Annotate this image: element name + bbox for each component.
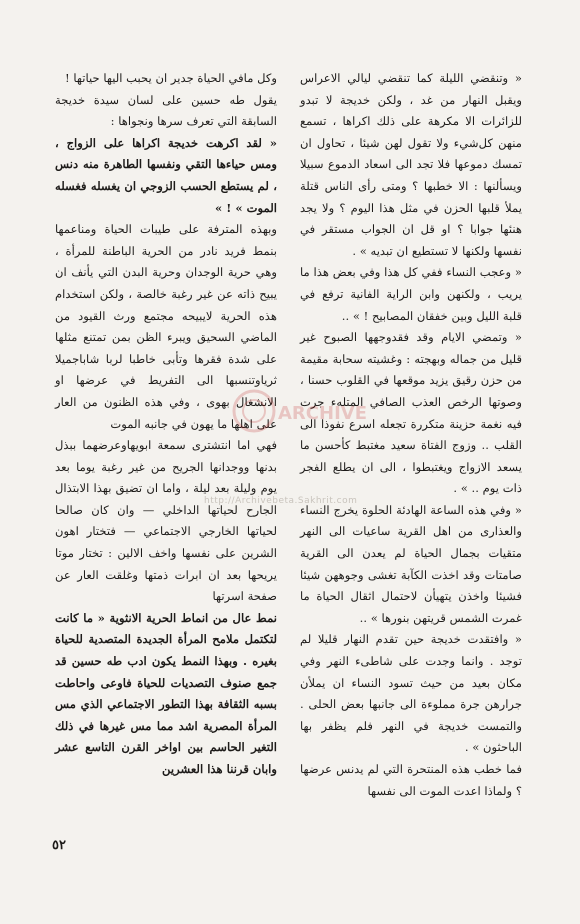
paragraph: فما خطب هذه المنتحرة التي لم يدنس عرضها ؟ ولماذا اعدت الموت الى نفسها — [300, 762, 522, 798]
left-column — [55, 68, 277, 781]
paragraph: « وفي هذه الساعة الهادئة الحلوة يخرج النساء والعذارى من اهل القرية ساعيات الى النهر متقيات بجمال الحياة لم يعدن الى القرية صامتات وقد اخذت الكآبة تغشى وجوههن شيئا فشيئا واخذن يتهيأن لاحتمال اثقال الحياة ما غمرت الشمس قريتهن بنورها » .. — [300, 502, 522, 625]
paragraph: « وعجب النساء ففي كل هذا وفي بعض هذا ما يريب ، ولكنهن وابن الراية الفانية ترفع في قلبة الليل وبين خفقان المصابيح ! » .. — [300, 265, 522, 323]
page-number: ٥٢ — [52, 838, 66, 853]
paragraph: وكل مافي الحياة جدير ان يحبب اليها حياتها ! — [65, 71, 277, 85]
paragraph: « وتنقضي الليلة كما تنقضي ليالي الاعراس ويقبل النهار من غد ، ولكن خديجة لا تبدو للزائرات الا مكرهة على ذلك اكراها ، تسمع منهن كل‌شيء ولا تقول لهن شيئا ، تحاول ان تمسك دموعها فلا تجد الى اسعاد الدموع سبيلا ويسألنها : الا خطبها ؟ ومتى رأى الناس قتلة يملأ قلبها الحزن في مثل هذا اليوم ؟ ولا يجد هنئها جوابا ؟ او قل ان الجواب مستقر في نفسها ولكنها لا تستطيع ان تبديه » . — [300, 71, 522, 258]
paragraph: « وتمضي الايام وقد فقدوجهها الصبوح غير قليل من جماله وبهجته : وغشيته سحابة مقيمة من حزن رقيق يزيد موقعها في القلوب حسنا ، وصوتها الرخص العذب الصافي المتلهء جرت فيه نغمة حزينة متكررة تجعله اسرع نفوذا الى القلب .. وزوج الفتاة سعيد مغتبط كأحسن ما يسعد الازواج ويغتبطوا ، الى ان يطلع الفجر ذات يوم .. » . — [300, 330, 522, 496]
watermark-url: http://Archivebeta.Sakhrit.com — [204, 496, 358, 506]
paragraph: « وافتقدت خديجة حين تقدم النهار قليلا لم توجد . وانما وجدت على شاطىء النهر وفي مكان بعيد من حيث تسود النساء ان يملأن جرارهن جرة مملوءة الى جانبها بعض الحلى . والتمست خديجة في النهر فلم يظفر بها الباحثون » . — [300, 632, 522, 755]
paragraph: فهي اما انتشترى سمعة ابويهاوعرضهما ببذل بدنها ووجدانها الجريح من غير رغبة يوما بعد يوم وليلة بعد ليلة ، واما ان تضيق بهذا الابتذال الجارح لحياتها الداخلي — وان كان صالحا لحياتها الخارجي الاجتماعي — فتختار اهون الشرين على نفسها واخف الالين : تختار موتا يريحها بعد ان ابرات ذمتها وغلقت العار عن صفحة اسرتها — [55, 438, 277, 604]
paragraph: وبهذه المترفة على طيبات الحياة ومناعمها بنمط فريد نادر من الحرية الباطنة للمرأة ، وهي حرية الوجدان وحرية البدن التي يأنف ان يبيح ذاته عن غير رغبة خالصة ، ولكن استخدام هذه الحرية لايبيحه مجتمع ورث القيود من الماضي السحيق ويبرء الظن بمن تمتنع مثلها على شدة فقرها وتأبى خاطبا لربا شاباجميلا ثرياوتنسبها الى التفريط في عرضها او الانشغال بهوى ، وفي هذه الظنون من العار على اهلها ما يهون في جانبه الموت — [55, 222, 277, 431]
bold-paragraph: نمط عال من انماط الحرية الانثوية « ما كانت لتكتمل ملامح المرأة الجديدة المتصدية للحياة بغيره . وبهذا النمط يكون ادب طه حسين قد جمع صنوف التصديات للحياة فاوعى واحاطت بسبه الثقافة بهذا التطور الاجتماعي الذي مس المرأة المصرية اشد مما مس غيرها في ذلك التغير الحاسم بين اواخر القرن التاسع عشر وابان قرننا هذا العشرين — [55, 610, 277, 776]
bold-quote-paragraph: « لقد اكرهت خديجة اكراها على الزواج ، ومس حياءها التقي ونفسها الطاهرة منه دنس ، لم يستطع الحسب الزوجي ان يغسله فغسله الموت » ! » — [55, 135, 277, 215]
watermark-logo-text: ARCHIVE — [278, 403, 367, 424]
right-column — [300, 68, 522, 802]
paragraph: يقول طه حسين على لسان سيدة خديجة السابقة التي تعرف سرها ونجواها : — [55, 92, 277, 129]
